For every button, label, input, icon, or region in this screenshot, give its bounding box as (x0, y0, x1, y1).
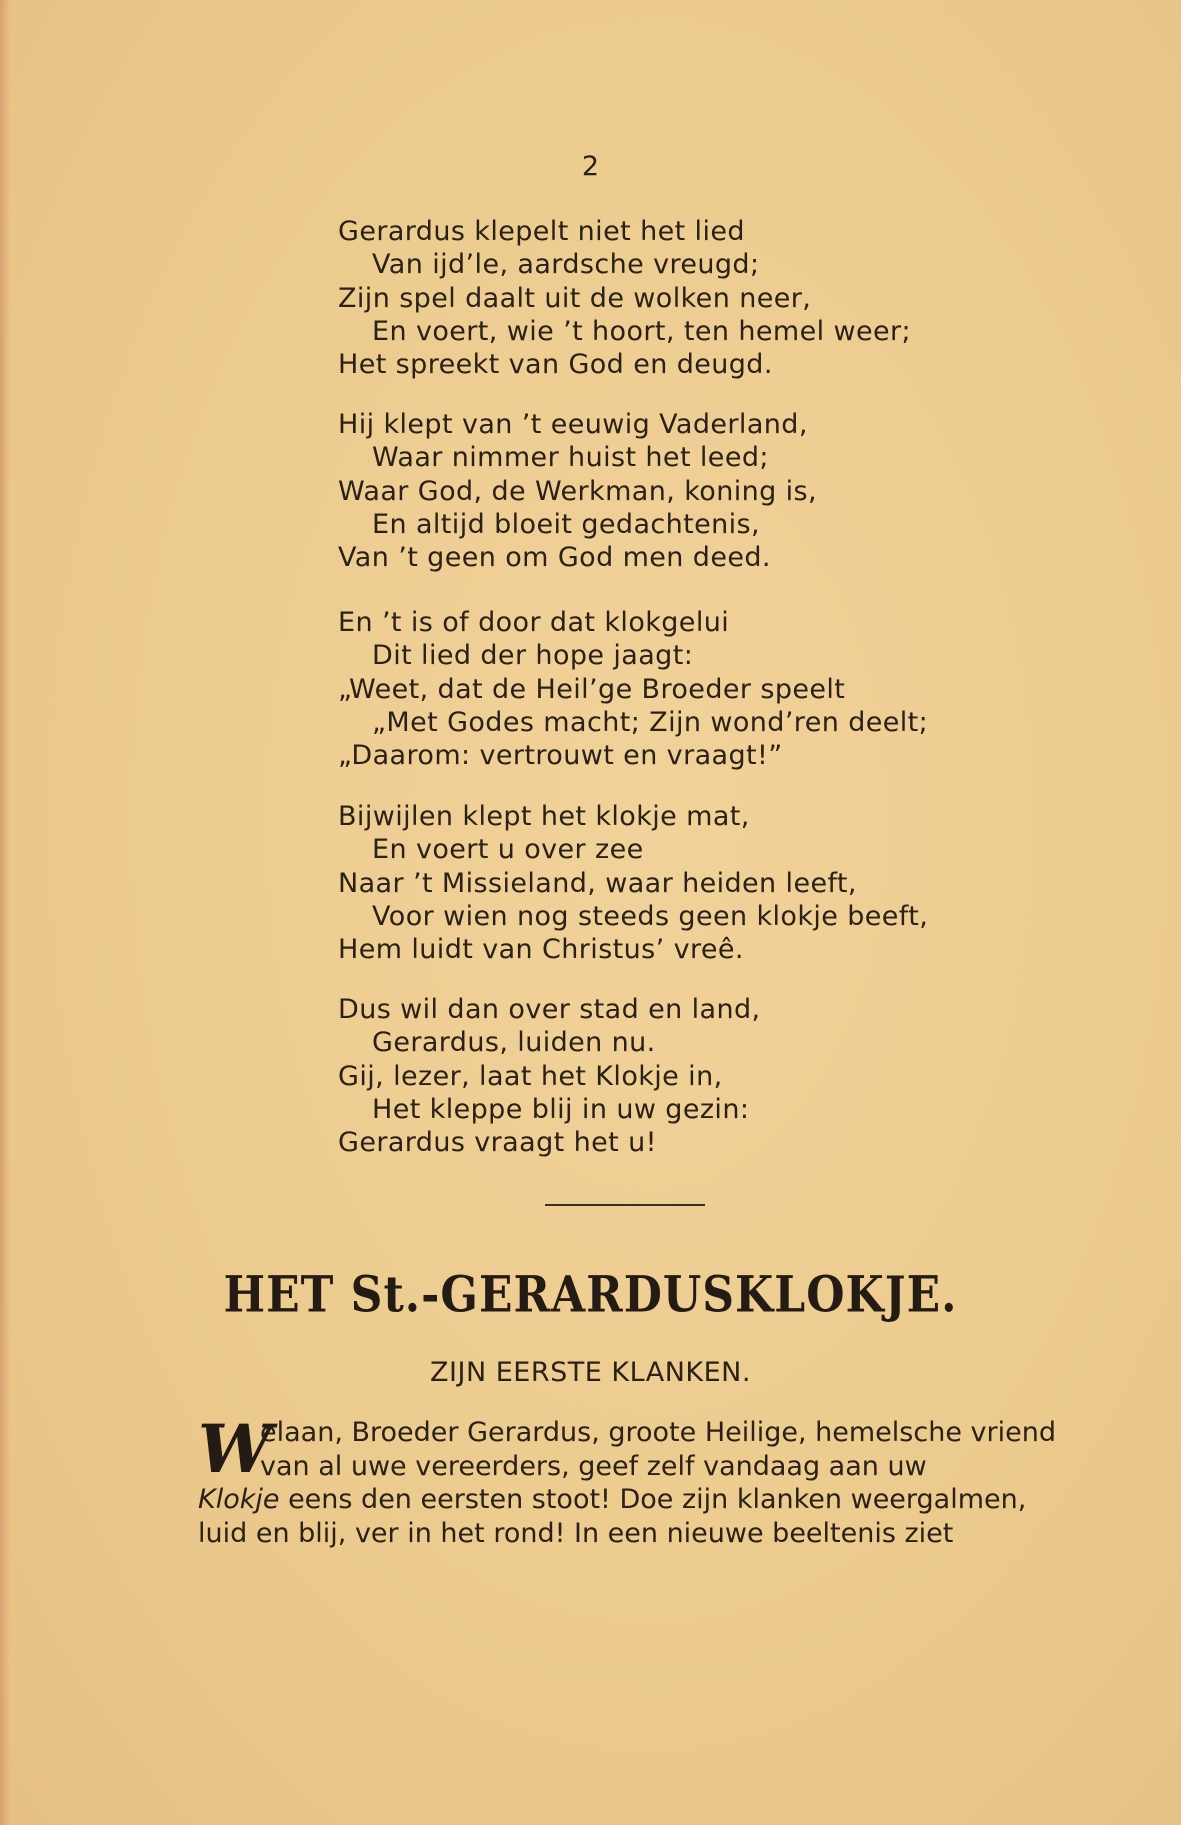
page-number: 2 (581, 151, 600, 182)
prose-line: van al uwe vereerders, geef zelf vandaag aan uw (260, 1450, 927, 1482)
verse-line: Dit lied der hope jaagt: (372, 640, 694, 672)
drop-cap: W (198, 1410, 273, 1488)
verse-line: Waar God, de Werkman, koning is, (338, 475, 817, 507)
verse-line: En voert u over zee (372, 834, 644, 866)
stanza-1 (338, 215, 978, 381)
italic-word: Klokje (198, 1484, 280, 1515)
verse-line: Zijn spel daalt uit de wolken neer, (338, 282, 812, 314)
prose-line (198, 1483, 1058, 1517)
prose-line: luid en blij, ver in het rond! In een nieuwe beeltenis ziet (198, 1517, 954, 1549)
stanza-3 (338, 606, 978, 772)
verse-line: Bijwijlen klept het klokje mat, (338, 801, 750, 832)
verse-line: Gij, lezer, laat het Klokje in, (338, 1060, 723, 1092)
stanza-5 (338, 993, 978, 1159)
prose-line-rest: eens den eersten stoot! Doe zijn klanken weergalmen, (279, 1484, 1027, 1515)
verse-line: Gerardus, luiden nu. (372, 1027, 656, 1059)
section-subheading: ZIJN EERSTE KLANKEN. (430, 1357, 751, 1388)
verse-line: En ’t is of door dat klokgelui (338, 607, 730, 638)
page-edge-shadow (0, 0, 10, 1825)
stanza-2 (338, 408, 978, 574)
prose-paragraph (198, 1410, 1058, 1550)
verse-line: Dus wil dan over stad en land, (338, 994, 761, 1025)
verse-line: Waar nimmer huist het leed; (372, 442, 769, 474)
verse-line: „Met Godes macht; Zijn wond’ren deelt; (372, 706, 929, 738)
verse-line: Gerardus klepelt niet het lied (338, 216, 745, 247)
verse-line: „Daarom: vertrouwt en vraagt!” (338, 740, 783, 772)
verse-line: Het kleppe blij in uw gezin: (372, 1093, 750, 1125)
verse-line: Het spreekt van God en deugd. (338, 349, 773, 381)
verse-line: Gerardus vraagt het u! (338, 1127, 657, 1159)
verse-line: „Weet, dat de Heil’ge Broeder speelt (338, 673, 846, 705)
prose-line: elaan, Broeder Gerardus, groote Heilige, hemelsche vriend (260, 1417, 1056, 1448)
section-heading: HET St.-GERARDUSKLOKJE. (223, 1266, 958, 1324)
verse-line: Van ’t geen om God men deed. (338, 542, 771, 574)
verse-line: Hem luidt van Christus’ vreê. (338, 934, 744, 966)
verse-line: Van ijd’le, aardsche vreugd; (372, 249, 760, 281)
verse-line: Voor wien nog steeds geen klokje beeft, (372, 900, 929, 932)
verse-line: Naar ’t Missieland, waar heiden leeft, (338, 867, 857, 899)
stanza-4 (338, 800, 978, 966)
verse-line: En altijd bloeit gedachtenis, (372, 508, 761, 540)
verse-line: En voert, wie ’t hoort, ten hemel weer; (372, 315, 911, 347)
section-divider (545, 1204, 705, 1206)
verse-line: Hij klept van ’t eeuwig Vaderland, (338, 409, 808, 440)
